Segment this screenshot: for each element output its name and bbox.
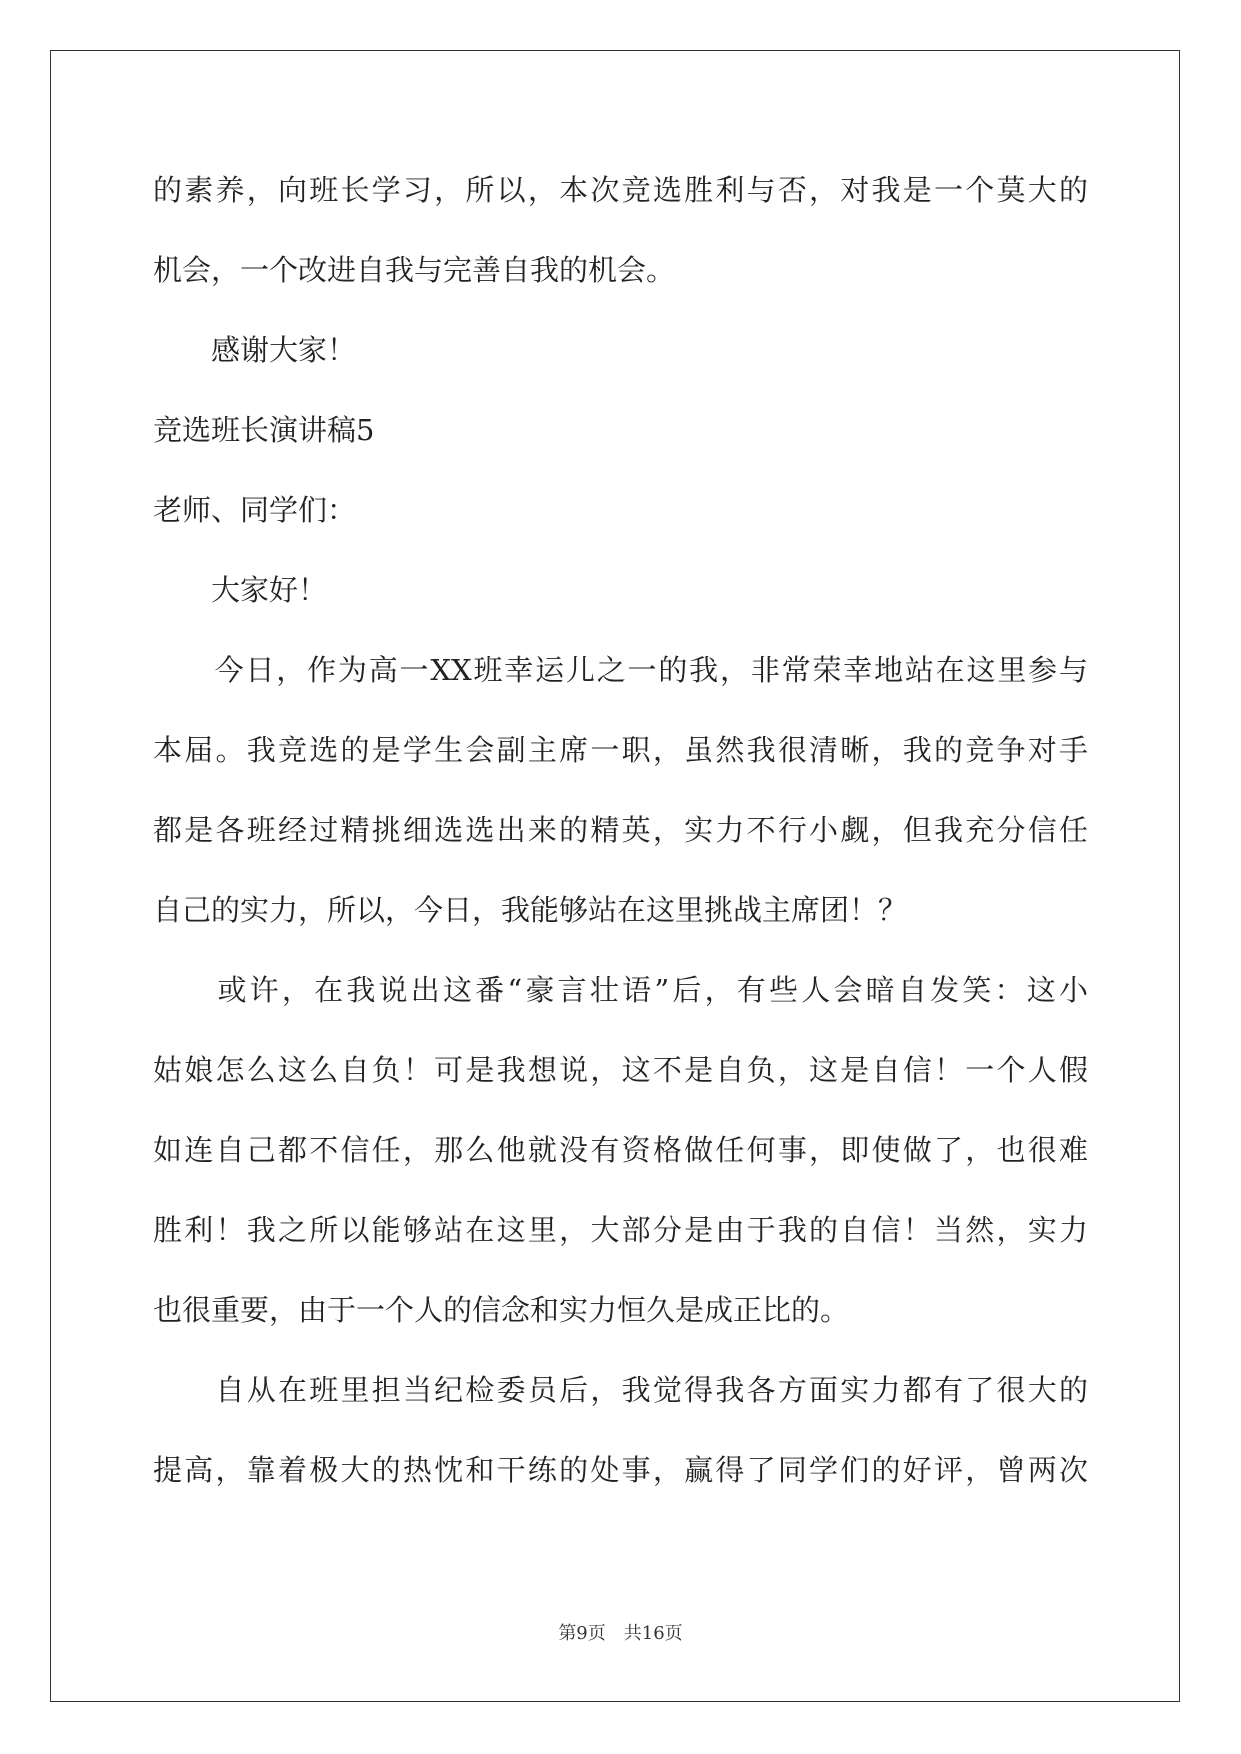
text-line: 也很重要，由于一个人的信念和实力恒久是成正比的。: [153, 1293, 850, 1327]
page-number: 第9页 共16页: [558, 1623, 683, 1644]
text-line: 或许，在我说出这番“豪言壮语”后，有些人会暗自发笑：这小: [153, 973, 1088, 1007]
text-line: 如连自己都不信任，那么他就没有资格做任何事，即使做了，也很难: [153, 1133, 1088, 1167]
text-line: 本届。我竞选的是学生会副主席一职，虽然我很清晰，我的竞争对手: [153, 733, 1088, 767]
text-line: 胜利！我之所以能够站在这里，大部分是由于我的自信！当然，实力: [153, 1213, 1088, 1247]
text-line: 都是各班经过精挑细选选出来的精英，实力不行小觑，但我充分信任: [153, 813, 1088, 847]
text-line: 机会，一个改进自我与完善自我的机会。: [153, 253, 676, 287]
text-line: 大家好！: [153, 573, 328, 607]
salutation: 老师、同学们：: [153, 493, 357, 527]
text-line: 感谢大家！: [153, 333, 357, 367]
text-line: 姑娘怎么这么自负！可是我想说，这不是自负，这是自信！一个人假: [153, 1053, 1088, 1087]
section-heading: 竞选班长演讲稿5: [153, 413, 375, 447]
text-line: 自己的实力，所以，今日，我能够站在这里挑战主席团！？: [153, 893, 908, 927]
text-line: 的素养，向班长学习，所以，本次竞选胜利与否，对我是一个莫大的: [153, 173, 1088, 207]
text-line: 自从在班里担当纪检委员后，我觉得我各方面实力都有了很大的: [153, 1373, 1088, 1407]
text-line: 提高，靠着极大的热忱和干练的处事，赢得了同学们的好评，曾两次: [153, 1453, 1088, 1487]
text-line: 今日，作为高一XX班幸运儿之一的我，非常荣幸地站在这里参与: [153, 653, 1088, 687]
